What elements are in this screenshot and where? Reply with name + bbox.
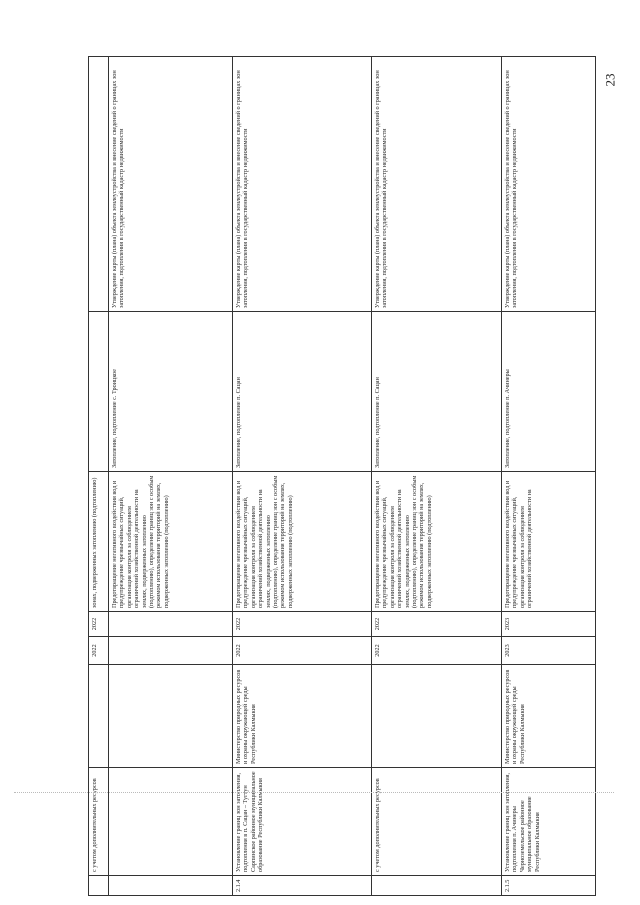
rotated-table-container [88, 57, 595, 896]
table-row [372, 57, 386, 896]
cell-content: Предотвращение негативного воздействия вод и предупреждение чрезвычайных ситуаций, организация контроля за соблюдением ограничений хозяйственной деятельности на землях, подверженных затоплению (подтоплению), определение границ зон с особым режимом использования территорий на землях, подверженных затоплению (подтоплению) [233, 472, 372, 612]
cell-end-year: 2022 [233, 612, 372, 637]
cell-name: с учетом дополнительных ресурсов [89, 768, 109, 876]
page-number: 23 [602, 73, 618, 87]
cell-result [89, 57, 109, 312]
cell-name: Установление границ зон затопления, подтопления п. Ачинеры Черноземельское районное муниципальное образование Республики Калмыкия [502, 768, 596, 876]
cell-start-year: 2022 [233, 637, 372, 665]
cell-responsible: Министерство природных ресурсов и охраны окружающей среды Республики Калмыкия [233, 665, 372, 768]
cell-num: 2.1.4 [233, 876, 372, 896]
cell-location: Затопление, подтопление п. Ачинеры [502, 312, 596, 472]
scan-divider [14, 792, 614, 793]
cell-end-year [109, 612, 233, 637]
cell-location [89, 312, 109, 472]
cell-location: Затопление, подтопление п. Сацан [372, 312, 502, 472]
cell-location: Затопление, подтопление с. Троицкое [109, 312, 233, 472]
cell-start-year: 2022 [372, 637, 502, 665]
table-row [109, 57, 233, 896]
cell-num [109, 876, 233, 896]
cell-result: Утверждение карты (плана) объекта землеустройства и внесение сведений о границах зон затопления, подтопления в государственный кадастр недвижимости [502, 57, 596, 312]
cell-name: с учетом дополнительных ресурсов [372, 768, 502, 876]
cell-num [372, 876, 502, 896]
cell-num: 2.1.5 [502, 876, 596, 896]
cell-content: Предотвращение негативного воздействия вод и предупреждение чрезвычайных ситуаций, организация контроля за соблюдением ограничений хозяйственной деятельности на землях, подверженных затоплению (подтоплению), определение границ зон с особым режимом использования территорий на землях, подверженных затоплению (подтоплению) [372, 472, 502, 612]
cell-content: зонах, подверженных затоплению (подтоплению) [89, 472, 109, 612]
table-row [502, 57, 596, 896]
cell-location: Затопление, подтопление п. Сацан [233, 312, 372, 472]
cell-result: Утверждение карты (плана) объекта землеустройства и внесение сведений о границах зон затопления, подтопления в государственный кадастр недвижимости [233, 57, 372, 312]
cell-start-year [109, 637, 233, 665]
cell-responsible [89, 665, 109, 768]
cell-start-year: 2023 [502, 637, 596, 665]
cell-responsible: Министерство природных ресурсов и охраны окружающей среды Республики Калмыкия [502, 665, 596, 768]
cell-content: Предотвращение негативного воздействия вод и предупреждение чрезвычайных ситуаций, организация контроля за соблюдением ограничений хозяйственной деятельности на [502, 472, 596, 612]
cell-end-year: 2022 [372, 612, 502, 637]
cell-content: Предотвращение негативного воздействия вод и предупреждение чрезвычайных ситуаций, организация контроля за соблюдением ограничений хозяйственной деятельности на землях, подверженных затоплению (подтоплению), определение границ зон с особым режимом использования территорий на землях, подверженных затоплению (подтоплению) [109, 472, 233, 612]
measures-table [88, 56, 596, 896]
cell-name: Установление границ зон затопления, подтопления в п. Сацан – Тугтун Сарпинское районное муниципальное образование Республики Калмыкия [233, 768, 372, 876]
cell-result: Утверждение карты (плана) объекта землеустройства и внесение сведений о границах зон затопления, подтопления в государственный кадастр недвижимости [372, 57, 502, 312]
cell-end-year: 2022 [89, 612, 109, 637]
cell-start-year: 2022 [89, 637, 109, 665]
table-row [89, 57, 109, 896]
cell-responsible [109, 665, 233, 768]
table-row [233, 57, 248, 896]
cell-name [109, 768, 233, 876]
cell-num [89, 876, 109, 896]
cell-end-year: 2023 [502, 612, 596, 637]
cell-result: Утверждение карты (плана) объекта землеустройства и внесение сведений о границах зон затопления, подтопления в государственный кадастр недвижимости [109, 57, 233, 312]
cell-responsible [372, 665, 502, 768]
